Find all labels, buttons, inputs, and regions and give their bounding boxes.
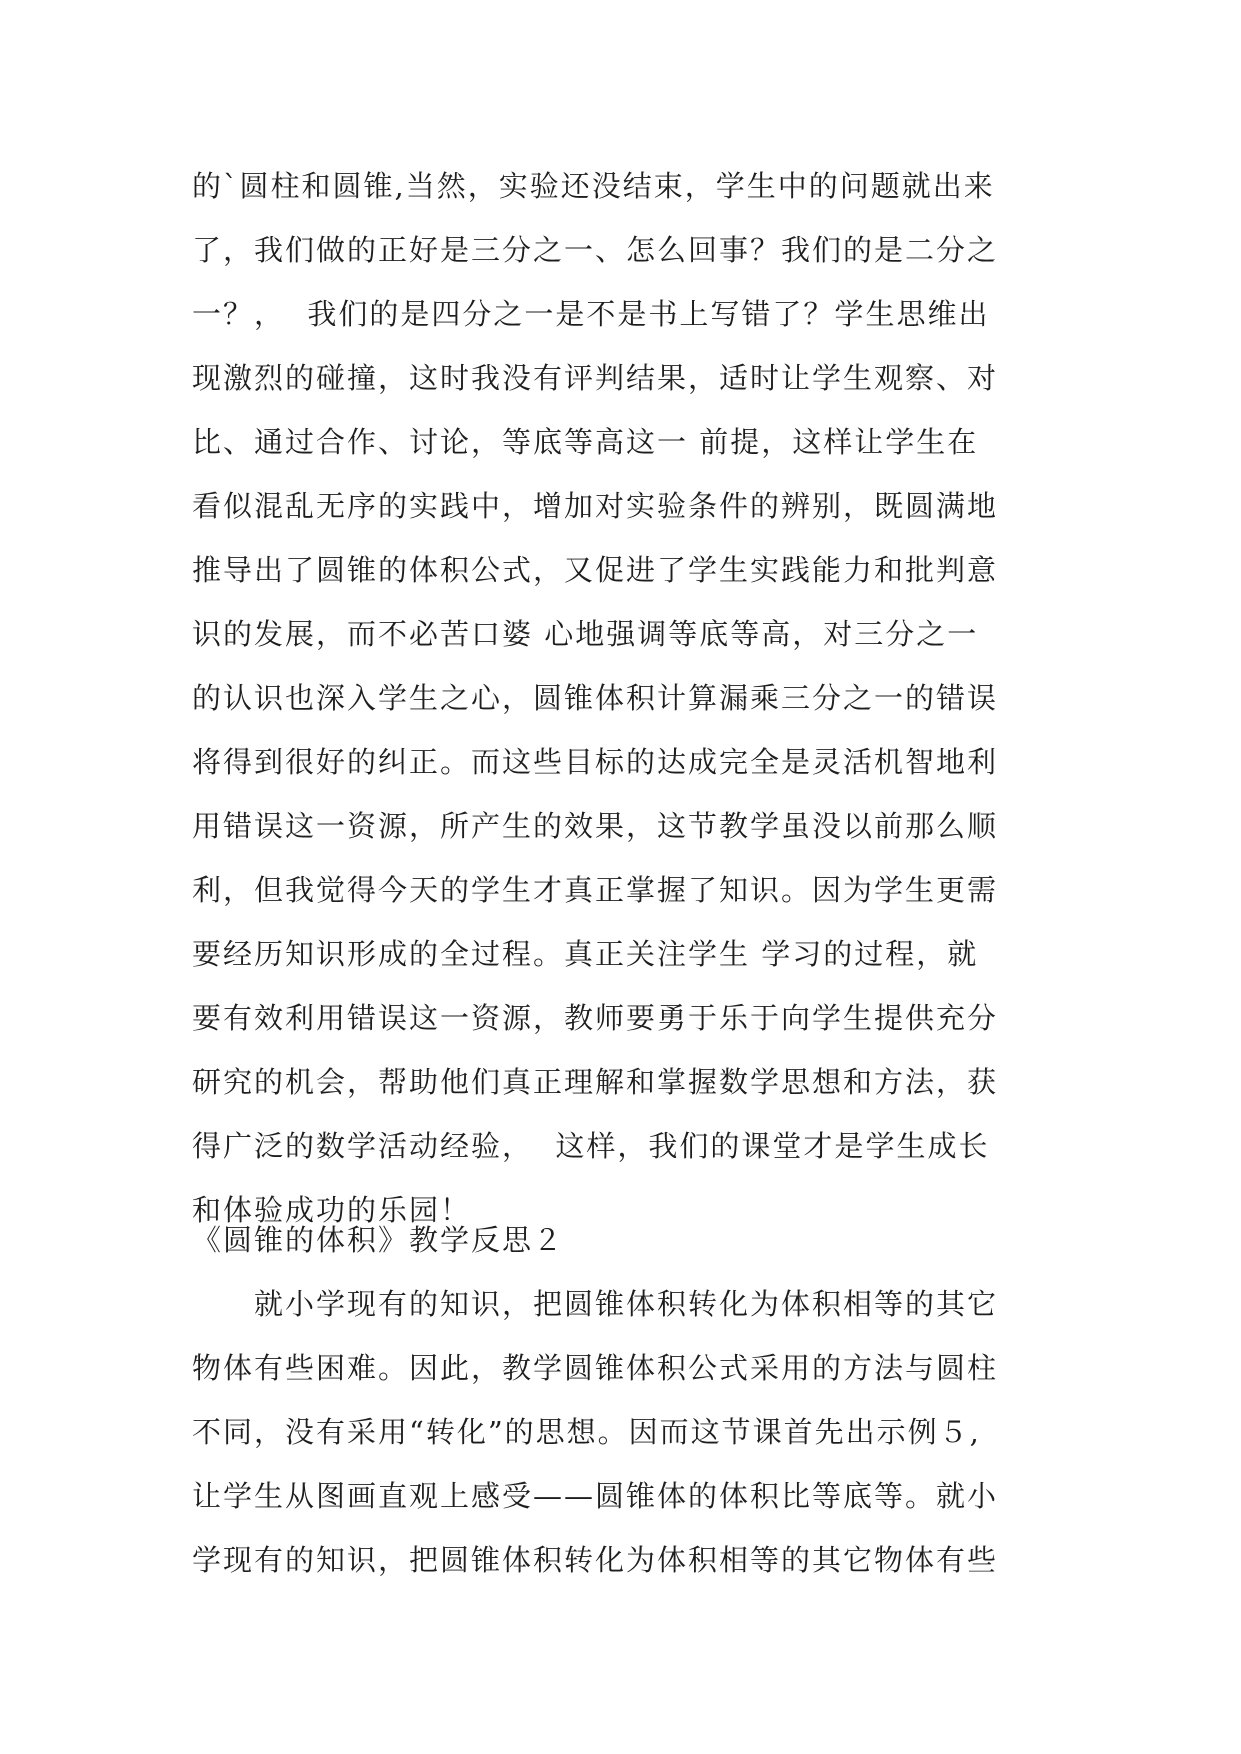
paragraph-line: 物体有些困难。因此，教学圆锥体积公式采用的方法与圆柱 [192,1351,999,1385]
paragraph-line: 得广泛的数学活动经验， 这样，我们的课堂才是学生成长 [192,1129,990,1163]
paragraph-line: 就小学现有的知识，把圆锥体积转化为体积相等的其它 [192,1287,999,1321]
paragraph-line: 了，我们做的正好是三分之一、怎么回事？我们的是二分之 [192,233,999,267]
paragraph-line: 比、通过合作、讨论，等底等高这一 前提，这样让学生在 [192,425,979,459]
section-title: 《圆锥的体积》教学反思２ [192,1223,565,1257]
paragraph-line: 研究的机会，帮助他们真正理解和掌握数学思想和方法，获 [192,1065,999,1099]
paragraph-line: 识的发展，而不必苦口婆 心地强调等底等高，对三分之一 [192,617,979,651]
paragraph-line: 现激烈的碰撞，这时我没有评判结果，适时让学生观察、对 [192,361,999,395]
paragraph-line: 的`圆柱和圆锥,当然，实验还没结束，学生中的问题就出来 [192,169,995,203]
paragraph-line: 看似混乱无序的实践中，增加对实验条件的辨别，既圆满地 [192,489,999,523]
paragraph-line: 要有效利用错误这一资源，教师要勇于乐于向学生提供充分 [192,1001,999,1035]
paragraph-1 [192,154,1052,1242]
paragraph-line: 和体验成功的乐园！ [192,1193,472,1227]
paragraph-line: 学现有的知识，把圆锥体积转化为体积相等的其它物体有些 [192,1543,999,1577]
paragraph-line: 要经历知识形成的全过程。真正关注学生 学习的过程，就 [192,937,979,971]
paragraph-line: 一？， 我们的是四分之一是不是书上写错了？学生思维出 [192,297,990,331]
paragraph-line: 将得到很好的纠正。而这些目标的达成完全是灵活机智地利 [192,745,999,779]
paragraph-line: 用错误这一资源，所产生的效果，这节教学虽没以前那么顺 [192,809,999,843]
paragraph-line: 推导出了圆锥的体积公式，又促进了学生实践能力和批判意 [192,553,999,587]
paragraph-line: 让学生从图画直观上感受——圆锥体的体积比等底等。就小 [192,1479,999,1513]
paragraph-line: 的认识也深入学生之心，圆锥体积计算漏乘三分之一的错误 [192,681,999,715]
paragraph-2 [192,1272,1052,1592]
paragraph-line: 不同，没有采用“转化”的思想。因而这节课首先出示例５, [192,1415,981,1449]
paragraph-line: 利，但我觉得今天的学生才真正掌握了知识。因为学生更需 [192,873,999,907]
